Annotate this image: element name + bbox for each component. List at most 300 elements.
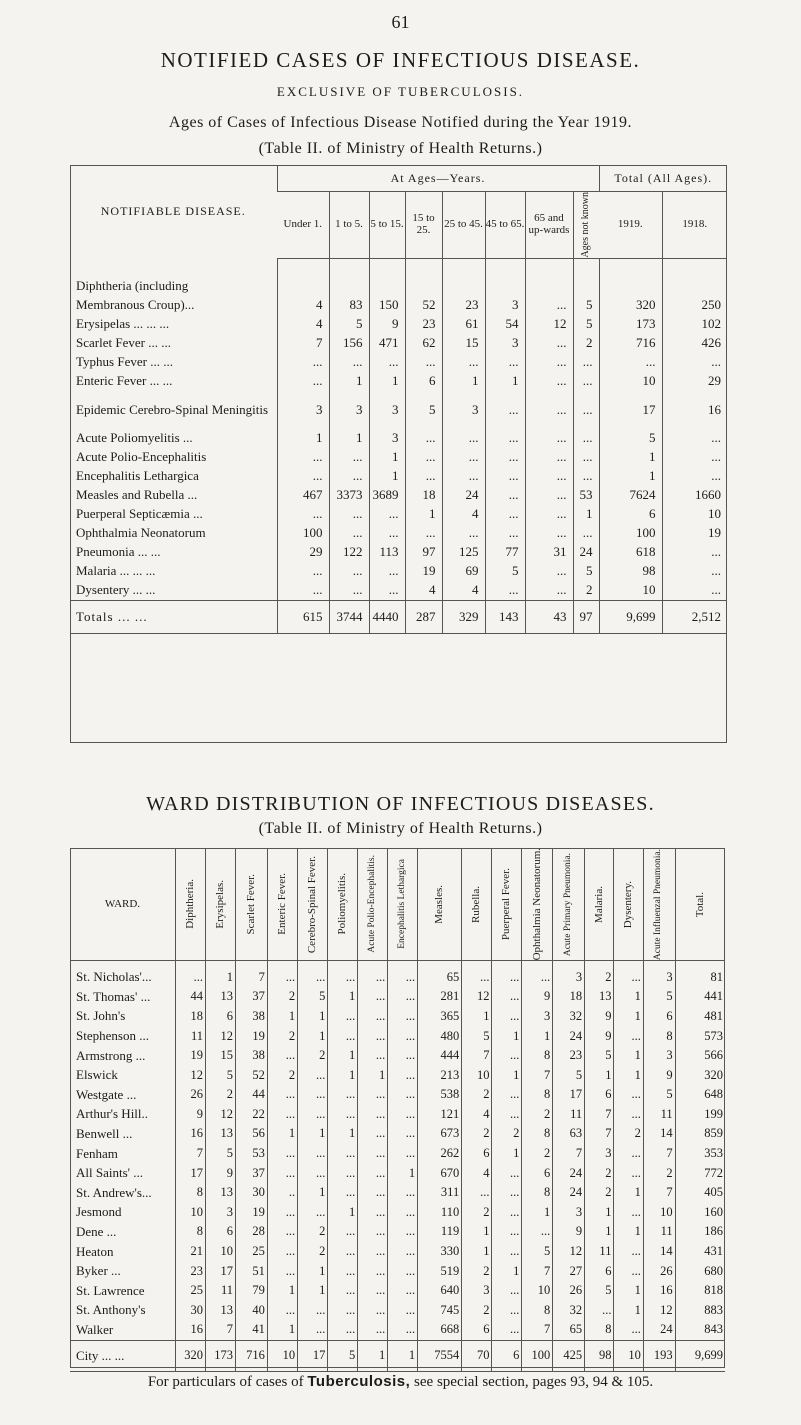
table-cell: ... [277,448,329,467]
table-cell: ... [358,1046,388,1066]
table-cell: ... [328,1261,358,1281]
table-cell: ... [614,1026,643,1046]
disease-col-header [418,848,462,961]
ward-label: Dene ... [76,1223,117,1239]
table-cell: 77 [485,543,525,562]
table-cell: 3 [442,391,485,429]
table-row [70,1261,725,1281]
disease-col-label: Malaria. [592,885,605,923]
table-cell: ... [277,353,329,372]
table-cell: ... [662,429,727,448]
table-cell: 3 [485,296,525,315]
table-cell: 31 [525,543,573,562]
table-cell: 13 [206,1124,236,1144]
table-cell: 7 [175,1144,205,1164]
ages-not-known-label: Ages not known [579,192,591,258]
disease-col-label: Acute Primary Pneumonia. [562,852,573,956]
table-cell: ... [358,1203,388,1223]
table-cell: 38 [236,1046,268,1066]
total-cell: 4440 [369,600,405,633]
table-cell: ... [277,581,329,601]
table-cell: 26 [175,1085,205,1105]
table-cell: 7 [236,961,268,987]
total-cell: 716 [236,1340,268,1371]
table-cell: ... [573,467,599,486]
table-cell: 1 [358,1065,388,1085]
ward-label: St. Andrew's... [76,1184,152,1200]
table-cell: ... [662,448,727,467]
table-cell: ... [525,505,573,524]
table-cell: ... [358,1007,388,1027]
table-cell: 481 [675,1007,725,1027]
table-cell: 1 [462,1242,492,1262]
table-cell: 1 [614,1301,643,1321]
table-cell: 3 [553,1203,585,1223]
table-cell: ... [328,1163,358,1183]
table-cell: ... [573,524,599,543]
table-cell: 772 [675,1163,725,1183]
table-cell: ... [405,467,442,486]
table-cell: 37 [236,1163,268,1183]
table-cell: 10 [599,372,662,391]
table-cell: ... [614,1203,643,1223]
table-cell: ... [573,372,599,391]
table-cell: ... [614,1320,643,1340]
spacer-cell [485,258,525,277]
table-cell: ... [492,1281,522,1301]
table-cell: 250 [662,296,727,315]
table-cell: ... [388,1105,418,1125]
table-cell: ... [328,1085,358,1105]
table-cell: 444 [418,1046,462,1066]
spacer-cell [525,258,573,277]
total-cell: 3744 [329,600,369,633]
table-cell: ... [388,1261,418,1281]
ward-label: Elswick [76,1067,118,1083]
table-row [70,1242,725,1262]
table-cell: 2 [585,1163,614,1183]
section2-caption: (Table II. of Ministry of Health Returns.) [258,820,543,837]
table-cell: ... [388,1183,418,1203]
table-cell: ... [614,961,643,987]
table-row [70,486,727,505]
table-row [70,448,727,467]
table-cell: 673 [418,1124,462,1144]
table-row [70,1105,725,1125]
table-cell: 2 [573,581,599,601]
table-cell: ... [522,961,553,987]
table-row [70,1320,725,1340]
disease-label: Typhus Fever ... ... [76,354,173,370]
table-cell: ... [485,486,525,505]
table-cell: 17 [206,1261,236,1281]
table-cell: 19 [236,1203,268,1223]
disease-col-header [585,848,614,961]
table-cell: 22 [236,1105,268,1125]
table-cell: 2 [585,961,614,987]
table-cell: 16 [175,1320,205,1340]
table-cell: 2 [267,1065,297,1085]
table-cell: 6 [462,1144,492,1164]
table-cell: ... [358,1124,388,1144]
table-cell: 7 [643,1183,675,1203]
table1-caption: Ages of Cases of Infectious Disease Notified during the Year 1919. [168,114,633,131]
total-cell: 7554 [418,1340,462,1371]
total-cell: 425 [553,1340,585,1371]
table-cell: ... [298,1065,328,1085]
table-cell: ... [442,467,485,486]
table-cell: 1 [328,1203,358,1223]
table-cell: ... [298,961,328,987]
table-cell: ... [328,1281,358,1301]
table-cell: 1 [298,1007,328,1027]
ward-label: Stephenson ... [76,1028,149,1043]
table-cell: ... [614,1242,643,1262]
disease-col-header [614,848,643,961]
table-cell: 9 [206,1163,236,1183]
table-row [70,581,727,601]
table-cell: 7 [522,1261,553,1281]
table-cell [525,277,573,296]
table-cell: 121 [418,1105,462,1125]
table-cell: ... [388,1065,418,1085]
table-cell: ... [485,448,525,467]
disease-col-header [206,848,236,961]
table-cell: 281 [418,987,462,1007]
table-cell: ... [485,353,525,372]
table-cell: ... [298,1163,328,1183]
table-cell: ... [329,467,369,486]
total-cell: 1 [388,1340,418,1371]
table-cell: .. [267,1183,297,1203]
table-cell: 102 [662,315,727,334]
table-cell: 69 [442,562,485,581]
table-cell [329,277,369,296]
table-cell: 2 [267,987,297,1007]
table-cell: ... [525,429,573,448]
table-cell: ... [358,1026,388,1046]
table-cell: 2 [267,1026,297,1046]
table-cell: 441 [675,987,725,1007]
spacer-cell [329,258,369,277]
ward-column-header: WARD. [70,848,175,961]
table-cell: 44 [175,987,205,1007]
table-cell [405,277,442,296]
table-cell: ... [358,1320,388,1340]
table-cell: 6 [206,1007,236,1027]
table-cell: ... [388,1007,418,1027]
table-cell: ... [298,1105,328,1125]
table-cell: ... [358,1281,388,1301]
table-cell: 11 [553,1105,585,1125]
table-row [70,391,727,429]
disease-label: Pneumonia ... ... [76,544,161,560]
table-cell: ... [267,961,297,987]
table-cell: 1 [329,372,369,391]
table-cell: 1 [298,1281,328,1301]
table-cell: 100 [277,524,329,543]
disease-col-header [358,848,388,961]
table-cell: 10 [599,581,662,601]
total-cell: 100 [522,1340,553,1371]
table-cell: 29 [662,372,727,391]
table-cell: ... [388,1301,418,1321]
disease-label: Diphtheria (including [76,278,189,294]
disease-col-label: Cerebro-Spinal Fever. [305,855,318,953]
table-cell: ... [388,1203,418,1223]
spacer-cell [442,258,485,277]
table-cell: ... [388,1320,418,1340]
table-cell: 519 [418,1261,462,1281]
table-cell: ... [442,448,485,467]
total-cell: 320 [175,1340,205,1371]
table-cell: ... [405,353,442,372]
table-cell: 21 [175,1242,205,1262]
table-cell: 8 [522,1183,553,1203]
table-cell: 2 [462,1203,492,1223]
table-row [70,296,727,315]
table-cell: 320 [599,296,662,315]
table-cell: ... [388,1281,418,1301]
table-cell: 13 [206,987,236,1007]
total-cell: 6 [492,1340,522,1371]
table-row [70,1301,725,1321]
table-cell: 1660 [662,486,727,505]
total-cell: 2,512 [662,600,727,633]
table-cell: ... [358,1242,388,1262]
table-cell: 13 [206,1183,236,1203]
total-cell: 43 [525,600,573,633]
ages-table [70,165,727,634]
disease-col-label: Dysentery. [621,880,634,928]
table-cell: 1 [462,1007,492,1027]
table-cell: ... [267,1046,297,1066]
table-cell: ... [369,505,405,524]
table-cell: ... [358,1183,388,1203]
table-cell: ... [405,524,442,543]
table-cell: ... [485,429,525,448]
table-row [70,1085,725,1105]
table-cell: ... [358,1144,388,1164]
table-cell: 1 [267,1007,297,1027]
table-cell: ... [525,467,573,486]
table-row [70,524,727,543]
table-cell: 23 [442,296,485,315]
disease-label: Ophthalmia Neonatorum [76,525,206,541]
table-cell: 9 [553,1222,585,1242]
table-cell: ... [442,353,485,372]
disease-col-header [522,848,553,961]
table-cell: ... [492,1007,522,1027]
table-cell: ... [267,1261,297,1281]
table-cell: 62 [405,334,442,353]
table-cell: 32 [553,1007,585,1027]
footnote [0,1373,801,1391]
table-cell: 24 [553,1026,585,1046]
table-cell: 38 [236,1007,268,1027]
table-row [70,562,727,581]
table-cell: 7624 [599,486,662,505]
table-cell: 61 [442,315,485,334]
table-cell: 53 [236,1144,268,1164]
table-cell: 17 [599,391,662,429]
table-cell: ... [492,1183,522,1203]
table-cell: ... [405,429,442,448]
table-cell: 122 [329,543,369,562]
table-cell: ... [358,1163,388,1183]
table-cell: 1 [369,467,405,486]
table-cell: 17 [553,1085,585,1105]
table-cell: 2 [573,334,599,353]
table-cell: 3689 [369,486,405,505]
table-cell: 3 [277,391,329,429]
table-cell: ... [573,429,599,448]
table-row [70,277,727,296]
table-cell: 11 [643,1105,675,1125]
table-cell: ... [573,391,599,429]
table-cell: 480 [418,1026,462,1046]
table-cell: 32 [553,1301,585,1321]
table-cell: 13 [206,1301,236,1321]
table-cell: 8 [175,1222,205,1242]
table-cell: 81 [675,961,725,987]
table-cell: 3 [329,391,369,429]
age-col-header: 45 to 65. [485,192,525,259]
table-cell: 24 [553,1183,585,1203]
table-cell: 125 [442,543,485,562]
table-cell: 1 [442,372,485,391]
table-cell: 28 [236,1222,268,1242]
table-cell: 7 [553,1144,585,1164]
table-cell: 7 [585,1124,614,1144]
table-cell: ... [485,524,525,543]
table-cell: 6 [599,505,662,524]
table-cell: 640 [418,1281,462,1301]
disease-col-label: Puerperal Fever. [500,868,513,941]
disease-label: Acute Poliomyelitis ... [76,430,193,446]
table-cell: ... [358,987,388,1007]
ward-label: Jesmond [76,1204,122,1220]
table-cell: ... [573,448,599,467]
table-cell: 119 [418,1222,462,1242]
table-cell: ... [328,1301,358,1321]
table-cell: 2 [492,1124,522,1144]
table-cell: 365 [418,1007,462,1027]
table-cell: ... [277,372,329,391]
table-cell: ... [492,961,522,987]
table-cell: 12 [553,1242,585,1262]
disease-col-label: Encephalitis Lethargica [396,859,407,950]
table-cell: 5 [298,987,328,1007]
table-cell: ... [328,1222,358,1242]
table-row [70,1281,725,1301]
table-cell: ... [525,334,573,353]
table-cell: 818 [675,1281,725,1301]
table-cell: 18 [405,486,442,505]
ages-group-header: At Ages—Years. [277,165,599,192]
table-cell: ... [277,562,329,581]
table-cell: ... [485,467,525,486]
table-cell: ... [369,581,405,601]
table-cell: 1 [298,1183,328,1203]
table-cell: ... [492,1222,522,1242]
table-cell: ... [298,1203,328,1223]
table-cell: ... [388,1085,418,1105]
table-cell: 2 [298,1222,328,1242]
table-cell: 25 [175,1281,205,1301]
table-cell: 1 [599,467,662,486]
table-cell: 6 [462,1320,492,1340]
table-cell: 1 [614,1281,643,1301]
total-cell: 97 [573,600,599,633]
table-cell: 29 [277,543,329,562]
table-cell: 160 [675,1203,725,1223]
table-cell: 6 [585,1261,614,1281]
ward-label: Armstrong ... [76,1047,146,1063]
table-cell: 1 [267,1281,297,1301]
table-cell: 1 [573,505,599,524]
table-cell: 1 [328,1046,358,1066]
table-cell: 9 [369,315,405,334]
table-cell: ... [614,1163,643,1183]
section2-title: WARD DISTRIBUTION OF INFECTIOUS DISEASES. [146,793,655,815]
table-cell: 9 [585,1007,614,1027]
table-cell: ... [492,1105,522,1125]
table-cell: 83 [329,296,369,315]
table-row [70,1203,725,1223]
footnote-text-before: For particulars of cases of [147,1374,308,1390]
table-cell: 1 [298,1124,328,1144]
table-cell: 11 [643,1222,675,1242]
table-cell: ... [614,1261,643,1281]
table-cell: 8 [522,1085,553,1105]
table-cell: ... [277,505,329,524]
table-row [70,1026,725,1046]
table-row [70,543,727,562]
table-cell: 5 [573,315,599,334]
ward-table [70,848,725,1372]
table-cell: 1 [614,1222,643,1242]
table-cell: ... [662,562,727,581]
table-cell: 15 [206,1046,236,1066]
table-cell: ... [492,1301,522,1321]
table-cell: 648 [675,1085,725,1105]
table-cell: ... [462,961,492,987]
table-cell [485,277,525,296]
table-cell: 1 [522,1026,553,1046]
table-cell: 566 [675,1046,725,1066]
table-cell: 1 [614,1007,643,1027]
table-cell: 1 [328,987,358,1007]
ward-label: Westgate ... [76,1086,137,1102]
table-cell: 2 [643,1163,675,1183]
footnote-text-after: see special section, pages 93, 94 & 105. [410,1374,654,1390]
table-cell: ... [525,562,573,581]
age-col-header: Under 1. [277,192,329,259]
table-cell: 1 [369,448,405,467]
table-cell: ... [525,486,573,505]
table-cell: 8 [522,1124,553,1144]
table-cell: ... [267,1144,297,1164]
table-cell: 1 [492,1026,522,1046]
table-cell: 7 [522,1065,553,1085]
totals-label: Totals ... ... [70,600,277,633]
spacer-cell [573,258,599,277]
table-cell: 8 [643,1026,675,1046]
table-cell: 79 [236,1281,268,1301]
table-cell: 16 [175,1124,205,1144]
table-cell: 6 [405,372,442,391]
